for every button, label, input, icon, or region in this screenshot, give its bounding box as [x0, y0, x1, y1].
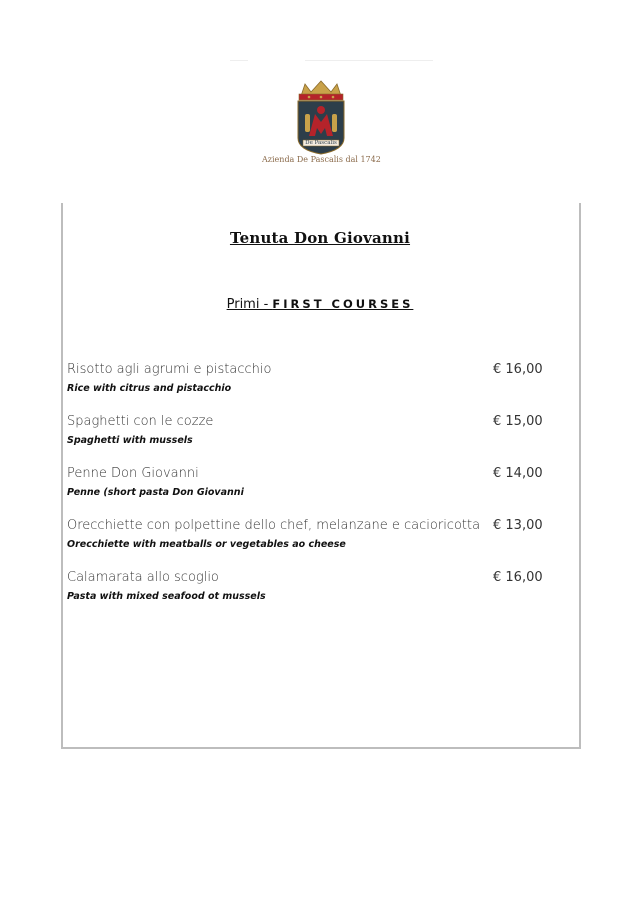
dish-name: Orecchiette con polpettine dello chef, melanzane e cacioricotta	[67, 518, 481, 533]
logo-caption: Azienda De Pascalis dal 1742	[262, 155, 381, 164]
section-heading	[0, 297, 640, 312]
dish-price: € 15,00	[493, 414, 543, 429]
dish-translation: Penne (short pasta Don Giovanni	[67, 487, 244, 498]
header-rule-left	[230, 60, 248, 61]
dish-name: Calamarata allo scoglio	[67, 570, 219, 585]
section-heading-english: FIRST COURSES	[272, 297, 414, 311]
header-rule-right	[305, 60, 433, 61]
crest-icon	[265, 78, 377, 158]
dish-price: € 16,00	[493, 570, 543, 585]
section-heading-italian: Primi -	[226, 297, 273, 312]
dish-translation: Rice with citrus and pistacchio	[67, 383, 232, 394]
dish-price: € 13,00	[493, 518, 543, 533]
dish-translation: Pasta with mixed seafood ot mussels	[67, 591, 266, 602]
dish-translation: Orecchiette with meatballs or vegetables ao cheese	[67, 539, 346, 550]
dish-price: € 14,00	[493, 466, 543, 481]
restaurant-title: Tenuta Don Giovanni	[229, 229, 411, 247]
logo-name: De Pascalis	[305, 140, 337, 146]
dish-name: Penne Don Giovanni	[67, 466, 199, 481]
dish-translation: Spaghetti with mussels	[67, 435, 193, 446]
dish-name: Spaghetti con le cozze	[67, 414, 214, 429]
dish-price: € 16,00	[493, 362, 543, 377]
dish-name: Risotto agli agrumi e pistacchio	[67, 362, 272, 377]
